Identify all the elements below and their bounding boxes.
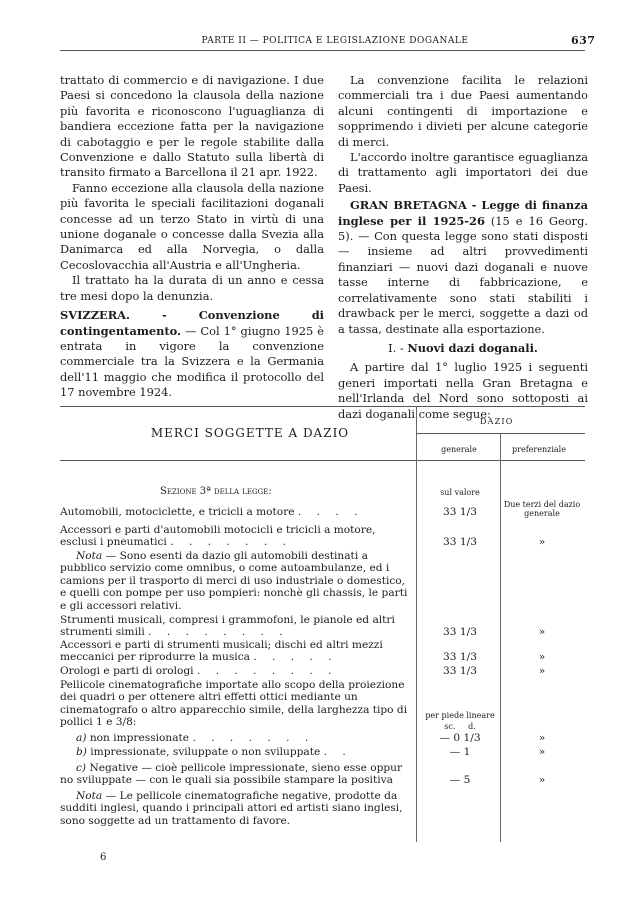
header-rule bbox=[60, 50, 585, 51]
row-generale: 33 1/3 bbox=[443, 626, 477, 638]
table-top-rule bbox=[60, 406, 585, 407]
left-paragraph-2: Fanno eccezione alla clausola della nazione più favorita le speciali facilitazioni doganali concesse ad un terzo Stato in virtù di una unione doganale o concesse dalla Svezia alla Danimarca ed alla Norvegia, o dalla Cecoslovacchia all'Austria e all'Ungheria. bbox=[60, 180, 324, 272]
right-column bbox=[338, 73, 588, 422]
note-pellicole: Nota — Le pellicole cinematografiche negative, prodotte da sudditi inglesi, quando i principali attori ed artisti siano inglesi, sono soggette ad un trattamento di favore. bbox=[60, 790, 403, 827]
table-header-rule bbox=[60, 460, 585, 461]
row-preferenziale: » bbox=[538, 536, 546, 548]
page-number: 637 bbox=[571, 34, 596, 47]
row-preferenziale: » bbox=[538, 746, 546, 758]
row-preferenziale: » bbox=[538, 774, 546, 786]
left-column bbox=[60, 73, 324, 401]
row-generale: — 0 1/3 bbox=[439, 732, 481, 744]
row-preferenziale: » bbox=[538, 732, 546, 744]
row-desc: c) Negative — cioè pellicole impressionate, sieno esse oppur no sviluppate — con le quali sia possibile stampare la positiva bbox=[60, 762, 403, 787]
column-merci-header: MERCI SOGGETTE A DAZIO bbox=[150, 426, 350, 440]
section-label: Sezione 3ª della legge: bbox=[160, 486, 272, 497]
row-desc: b) impressionate, sviluppate o non sviluppate . . bbox=[76, 746, 352, 758]
row-generale: 33 1/3 bbox=[443, 536, 477, 548]
row-desc: Accessori e parti di strumenti musicali; dischi ed altri mezzi meccanici per riprodurre la musica . . . . . bbox=[60, 639, 383, 664]
column-dazio-header: DAZIO bbox=[480, 417, 514, 426]
row-desc: Pellicole cinematografiche importate allo scopo della proiezione dei quadri o per ottenere altri effetti ottici mediante un cinematografo o altro apparecchio simile, della larghezza tipo di pollici 1 e 3/8: bbox=[60, 679, 408, 729]
row-desc: Automobili, motociclette, e tricicli a motore . . . . bbox=[60, 506, 364, 518]
column-generale-header: generale bbox=[441, 445, 477, 454]
row-desc: Orologi e parti di orologi . . . . . . . . bbox=[60, 665, 338, 677]
row-generale: 33 1/3 bbox=[443, 665, 477, 677]
gran-bretagna-text: (15 e 16 Georg. 5). — Con questa legge sono stati disposti — insieme ad altri provvedimenti finanziari — nuovi dazi doganali e nuove tasse interne di fabbricazione, e correlativamente sono stati stabiliti i drawback per le merci, soggette a dazi od a tassa, destinate alla esportazione. bbox=[338, 213, 588, 336]
row-generale: 33 1/3 bbox=[443, 506, 477, 518]
row-desc: Strumenti musicali, compresi i grammofoni, le pianole ed altri strumenti simili . . . . . . . . bbox=[60, 614, 395, 639]
section-title: Nuovi dazi doganali. bbox=[407, 340, 538, 355]
gran-bretagna-heading: GRAN BRETAGNA - Legge di finanza inglese per il 1925-26 bbox=[338, 198, 588, 228]
row-generale: — 5 bbox=[449, 774, 471, 786]
svizzera-text: — Col 1° giugno 1925 è entrata in vigore la convenzione commerciale tra la Svizzera e la Germania dell'11 maggio che modifica il protocollo del 17 novembre 1924. bbox=[60, 323, 324, 400]
row-preferenziale: Due terzi del dazio generale bbox=[503, 500, 581, 518]
row-generale: — 1 bbox=[449, 746, 471, 758]
unit-sc-d: sc. d. bbox=[444, 722, 476, 731]
left-paragraph-3: Il trattato ha la durata di un anno e cessa tre mesi dopo la denunzia. bbox=[60, 273, 324, 303]
row-generale: 33 1/3 bbox=[443, 651, 477, 663]
svizzera-heading: SVIZZERA. - Convenzione di contingentamento. bbox=[60, 308, 324, 338]
note-automobili: Nota — Sono esenti da dazio gli automobili destinati a pubblico servizio come omnibus, o come autoambulanze, ed i camions per il trasporto di merci di uso industriale o domestico, e quelli con pompe per uso pompieri: nonchè gli chassis, le parti e gli accessori relativi. bbox=[60, 550, 408, 612]
row-preferenziale: » bbox=[538, 665, 546, 677]
row-preferenziale: » bbox=[538, 626, 546, 638]
left-paragraph-4 bbox=[60, 308, 324, 400]
row-desc: Accessori e parti d'automobili motocicli e tricicli a motore, esclusi i pneumatici . . . . . . . bbox=[60, 524, 376, 549]
row-preferenziale: » bbox=[538, 651, 546, 663]
running-title: PARTE II — POLITICA E LEGISLAZIONE DOGANALE bbox=[201, 36, 469, 46]
right-paragraph-2: L'accordo inoltre garantisce eguaglianza di trattamento agli importatori dei due Paesi. bbox=[338, 150, 588, 195]
right-paragraph-3 bbox=[338, 198, 588, 337]
printer-signature: 6 bbox=[100, 852, 107, 863]
unit-per-piede: per piede lineare bbox=[425, 711, 495, 720]
row-desc: a) non impressionate . . . . . . . bbox=[76, 732, 315, 744]
left-paragraph-1: trattato di commercio e di navigazione. I due Paesi si concedono la clausola della nazione più favorita e riconoscono l'uguaglianza di bandiera eccezione fatta per la navigazione di cabotaggio e per le regole stabilite dalla Convenzione e dallo Statuto sulla libertà di transito firmato a Barcellona il 21 apr. 1922. bbox=[60, 73, 324, 180]
section-number: I. - bbox=[388, 340, 404, 355]
right-paragraph-1: La convenzione facilita le relazioni commerciali tra i due Paesi aumentando alcuni contingenti di importazione e sopprimendo i divieti per alcune categorie di merci. bbox=[338, 73, 588, 149]
right-paragraph-4: A partire dal 1° luglio 1925 i seguenti generi importati nella Gran Bretagna e nell'Irlanda del Nord sono sottoposti ai dazi doganali come segue: bbox=[338, 360, 588, 421]
section-heading bbox=[338, 341, 588, 356]
unit-sul-valore: sul valore bbox=[440, 488, 480, 497]
column-preferenziale-header: preferenziale bbox=[512, 445, 566, 454]
